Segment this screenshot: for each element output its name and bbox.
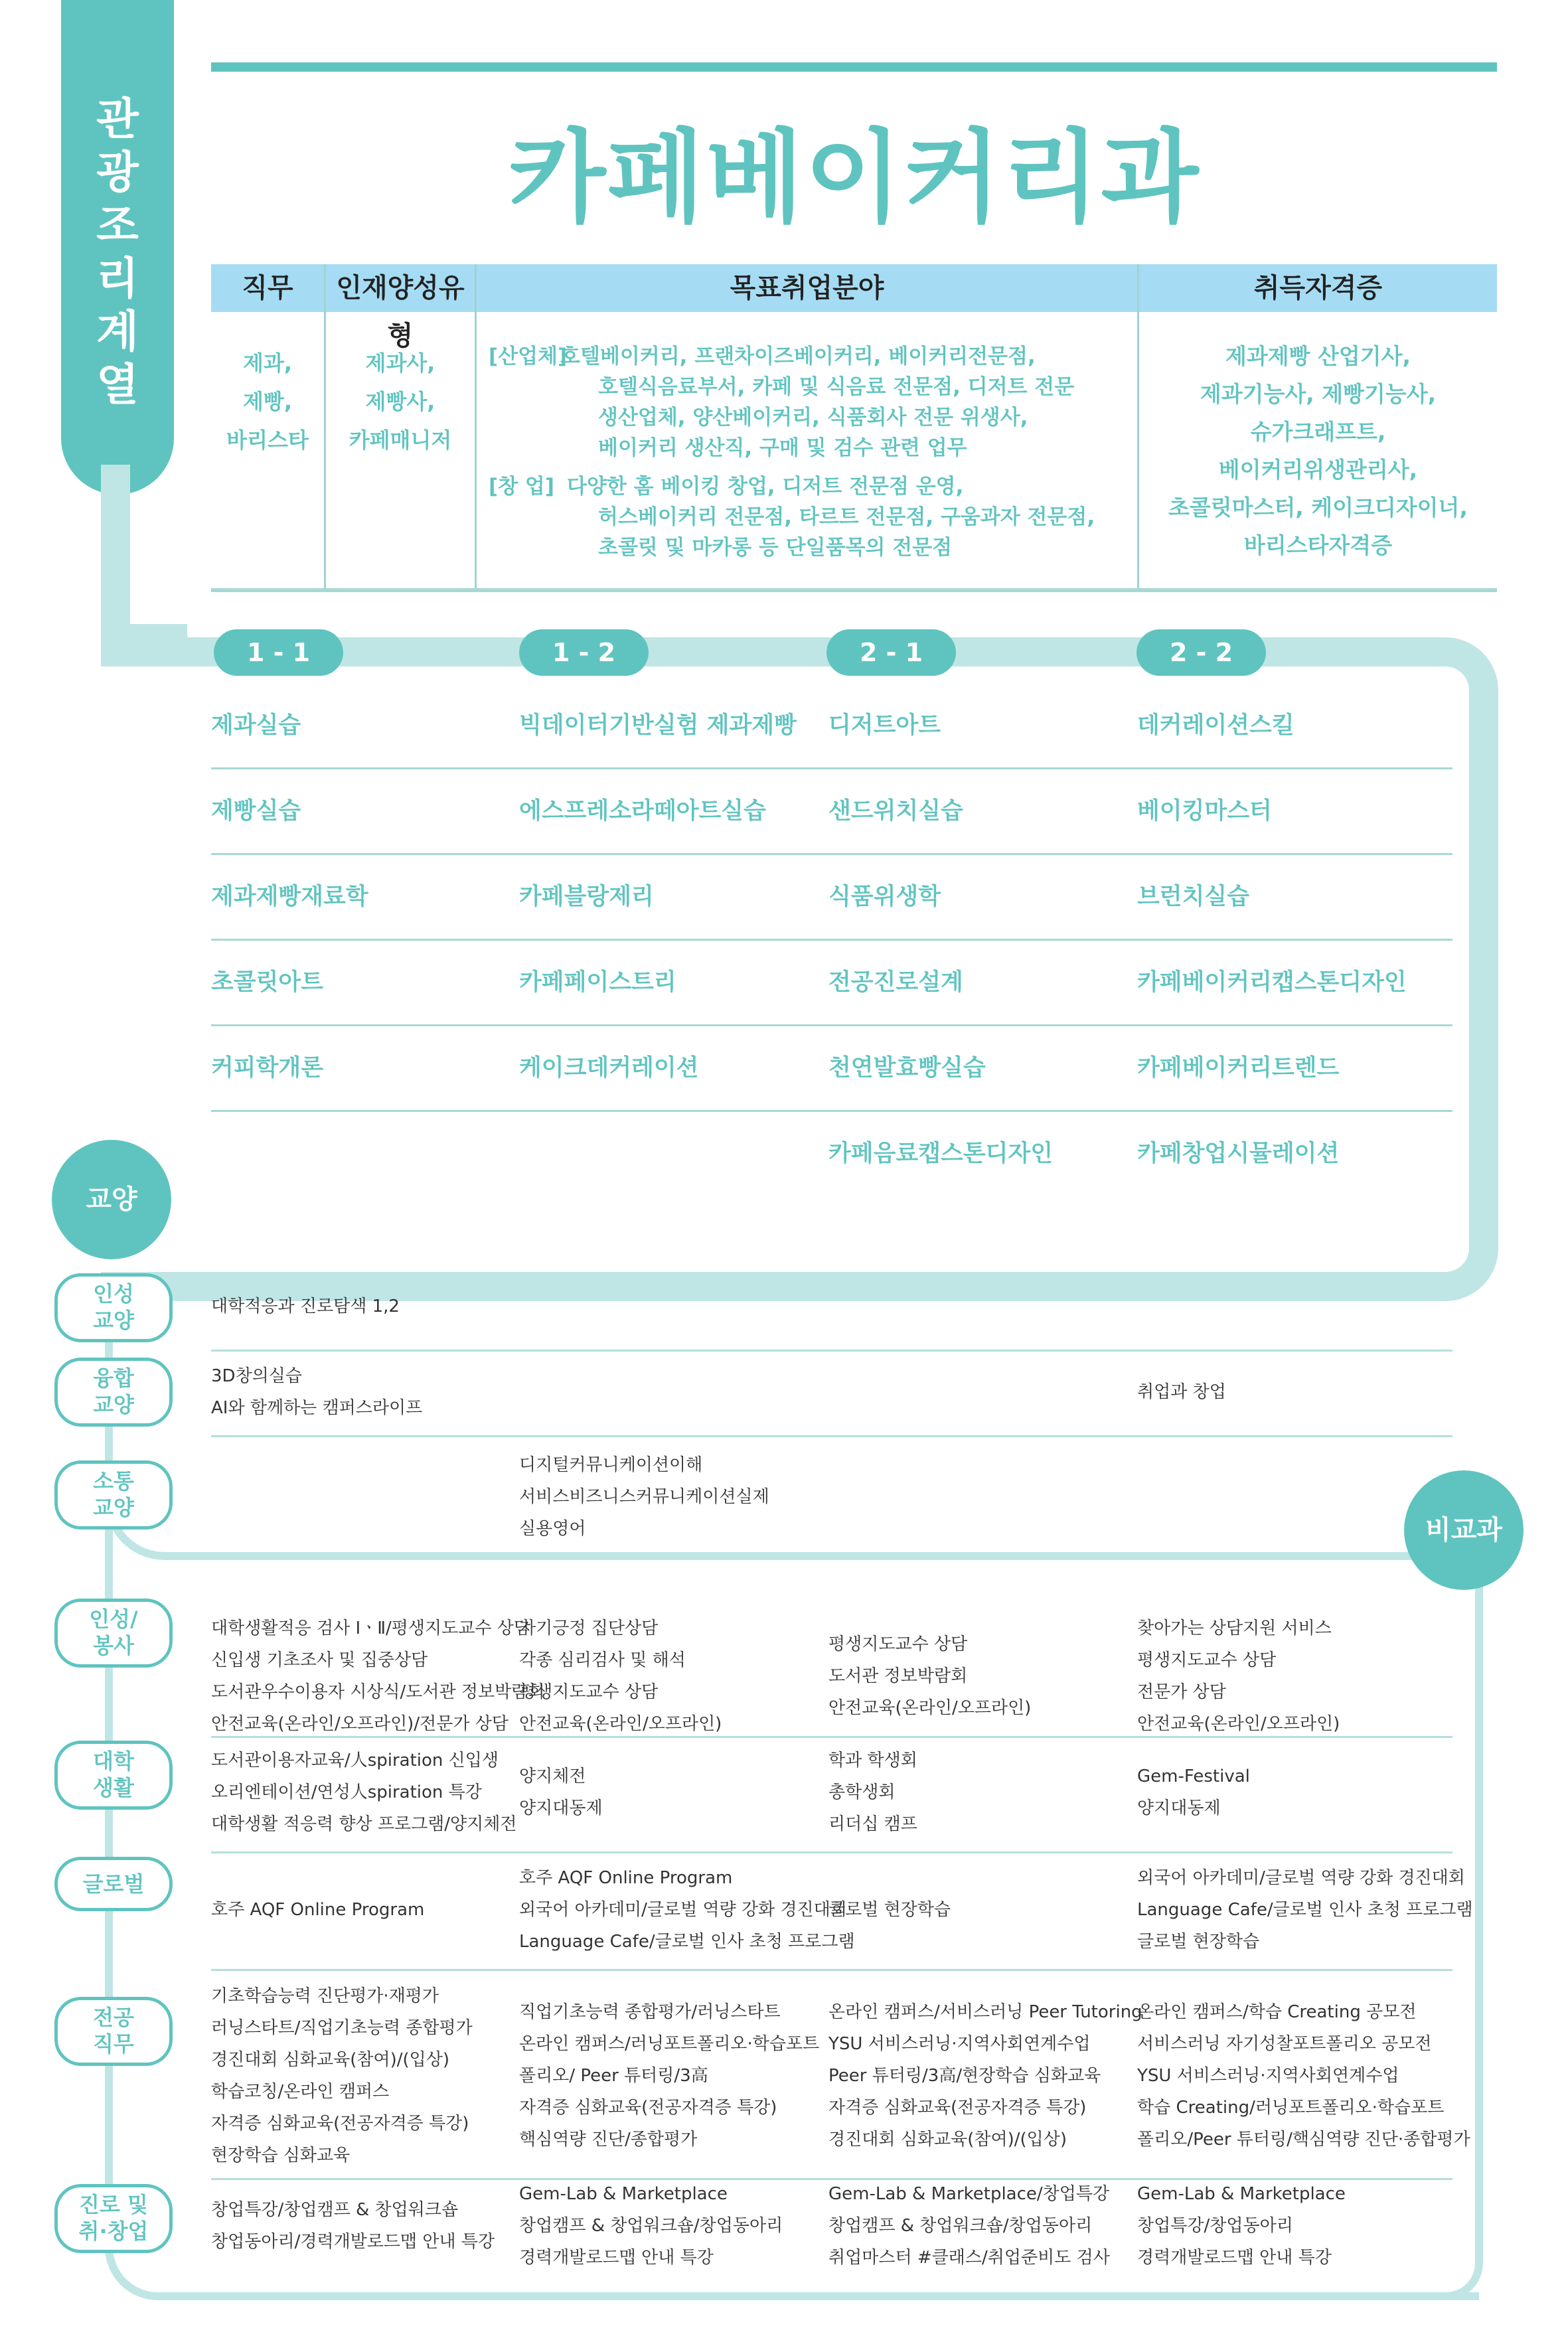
side-tab-char: 조 <box>96 200 139 251</box>
category-badge <box>54 1857 173 1911</box>
section-row-divider <box>211 1969 1452 1971</box>
curriculum-path <box>101 465 130 651</box>
startup-line: 초콜릿 및 마카롱 등 단일품목의 전문점 <box>598 536 953 560</box>
program-item: 경력개발로드맵 안내 특강 <box>1137 2248 1332 2268</box>
program-item: 창업동아리/경력개발로드맵 안내 특강 <box>211 2232 495 2252</box>
header-talent: 인재양성유형 <box>326 264 475 312</box>
program-item: Gem-Lab & Marketplace <box>519 2184 728 2204</box>
program-item: YSU 서비스러닝·지역사회연계수업 <box>1137 2066 1399 2086</box>
course-item: 샌드위치실습 <box>828 798 963 824</box>
table-divider <box>475 264 477 588</box>
program-item: Language Cafe/글로벌 인사 초청 프로그램 <box>519 1932 855 1952</box>
program-item: 평생지도교수 상담 <box>519 1682 659 1702</box>
category-badge-line: 대학 <box>93 1749 134 1774</box>
course-item: 케이크데커레이션 <box>519 1055 699 1081</box>
program-item: 학습 Creating/러닝포트폴리오·학습포트 <box>1137 2098 1445 2118</box>
program-item: 취업과 창업 <box>1137 1382 1226 1402</box>
program-item: 안전교육(온라인/오프라인) <box>828 1698 1032 1718</box>
program-item: 창업캠프 & 창업워크숍/창업동아리 <box>828 2216 1093 2236</box>
program-item: 외국어 아카데미/글로벌 역량 강화 경진대회 <box>519 1900 847 1920</box>
category-badge <box>54 1599 173 1668</box>
program-item: Gem-Festival <box>1137 1766 1250 1786</box>
program-item: Peer 튜터링/3高/현장학습 심화교육 <box>828 2066 1101 2086</box>
program-item: 각종 심리검사 및 해석 <box>519 1650 686 1670</box>
program-item: 대학적응과 진로탐색 1,2 <box>211 1296 400 1316</box>
course-item: 전공진로설계 <box>828 969 963 996</box>
program-item: 글로벌 현장학습 <box>1137 1932 1260 1952</box>
section-row-divider <box>211 1350 1452 1352</box>
startup-line: 다양한 홈 베이킹 창업, 디저트 전문점 운영, <box>567 475 964 499</box>
semester-pill: 2 - 1 <box>826 629 956 676</box>
top-rule <box>211 62 1497 72</box>
industry-label: [산업체] <box>489 345 568 368</box>
talent-list <box>326 344 475 459</box>
program-item: 찾아가는 상담지원 서비스 <box>1137 1618 1332 1638</box>
course-item: 제과제빵재료학 <box>211 884 368 910</box>
program-item: 도서관이용자교육/人spiration 신입생 <box>211 1751 499 1770</box>
category-badge <box>54 1997 173 2066</box>
section-row-divider <box>211 1736 1452 1738</box>
program-item: 전문가 상담 <box>1137 1682 1226 1702</box>
program-item: 대학생활 적응력 향상 프로그램/양지체전 <box>211 1814 517 1834</box>
course-item: 카페페이스트리 <box>519 969 676 996</box>
header-duty: 직무 <box>211 264 324 312</box>
category-badge-line: 교양 <box>93 1495 134 1520</box>
semester-pill: 1 - 1 <box>214 629 343 676</box>
cert-item: 제과기능사, 제빵기능사, <box>1200 381 1437 407</box>
course-item: 천연발효빵실습 <box>828 1055 986 1081</box>
industry-line: 호텔식음료부서, 카페 및 식음료 전문점, 디저트 전문 <box>598 375 1075 399</box>
side-tab-char: 계 <box>96 306 139 357</box>
course-row-divider <box>211 939 1452 941</box>
course-row-divider <box>211 853 1452 855</box>
program-item: 경진대회 심화교육(참여)/(입상) <box>211 2050 449 2070</box>
category-badge-line: 생활 <box>93 1775 134 1800</box>
job-info-table <box>211 264 1497 592</box>
program-item: 3D창의실습 <box>211 1366 303 1386</box>
program-item: 자기긍정 집단상담 <box>519 1618 659 1638</box>
course-item: 베이킹마스터 <box>1137 798 1272 824</box>
program-item: 호주 AQF Online Program <box>519 1868 733 1888</box>
section-row-divider <box>211 1851 1452 1853</box>
category-badge <box>54 1460 173 1529</box>
course-item: 초콜릿아트 <box>211 969 324 996</box>
program-item: 호주 AQF Online Program <box>211 1900 425 1920</box>
program-item: 서비스러닝 자기성찰포트폴리오 공모전 <box>1137 2034 1432 2054</box>
course-item: 카페베이커리캡스톤디자인 <box>1137 969 1407 996</box>
course-item: 커피학개론 <box>211 1055 324 1081</box>
program-item: 양지대동제 <box>1137 1798 1221 1818</box>
duty-item: 제빵, <box>243 389 292 414</box>
program-item: 학습코칭/온라인 캠퍼스 <box>211 2082 390 2102</box>
category-badge-line: 전공 <box>93 2005 134 2030</box>
course-item: 카페창업시뮬레이션 <box>1137 1140 1340 1167</box>
program-item: 경력개발로드맵 안내 특강 <box>519 2248 714 2268</box>
program-item: 온라인 캠퍼스/러닝포트폴리오·학습포트 <box>519 2034 820 2054</box>
duty-list <box>211 344 324 459</box>
industry-line: 생산업체, 양산베이커리, 식품회사 전문 위생사, <box>598 406 1028 430</box>
section-row-divider <box>211 1435 1452 1437</box>
semester-pill: 1 - 2 <box>519 629 649 676</box>
program-item: 대학생활적응 검사 ⅠㆍⅡ/평생지도교수 상담 <box>211 1618 530 1638</box>
side-tab-char: 관 <box>96 94 139 145</box>
program-item: 글로벌 현장학습 <box>828 1900 951 1920</box>
program-item: 실용영어 <box>519 1519 586 1539</box>
category-badge-line: 인성/ <box>89 1607 138 1632</box>
gyoyang-circle: 교양 <box>52 1140 171 1259</box>
program-item: AI와 함께하는 캠퍼스라이프 <box>211 1398 423 1418</box>
category-badge <box>54 1273 173 1342</box>
program-item: 도서관우수이용자 시상식/도서관 정보박람회 <box>211 1682 545 1702</box>
category-badge-line: 글로벌 <box>82 1871 145 1897</box>
program-item: 창업특강/창업동아리 <box>1137 2216 1293 2236</box>
side-tab-char: 열 <box>96 359 139 410</box>
cert-item: 바리스타자격증 <box>1243 532 1393 558</box>
course-item: 카페블랑제리 <box>519 884 654 910</box>
program-item: 안전교육(온라인/오프라인) <box>1137 1714 1340 1734</box>
gyoyang-path-curve <box>105 1494 1452 1560</box>
startup-line: 허스베이커리 전문점, 타르트 전문점, 구움과자 전문점, <box>598 505 1095 529</box>
cert-item: 슈가크래프트, <box>1250 419 1386 445</box>
industry-line: 호텔베이커리, 프랜차이즈베이커리, 베이커리전문점, <box>560 345 1036 368</box>
course-item: 브런치실습 <box>1137 884 1250 910</box>
program-item: Language Cafe/글로벌 인사 초청 프로그램 <box>1137 1900 1473 1920</box>
program-item: 리더십 캠프 <box>828 1814 917 1834</box>
program-item: Gem-Lab & Marketplace/창업특강 <box>828 2184 1110 2204</box>
program-item: 온라인 캠퍼스/서비스러닝 Peer Tutoring <box>828 2002 1142 2022</box>
course-item: 카페음료캡스톤디자인 <box>828 1140 1054 1167</box>
program-item: 현장학습 심화교육 <box>211 2146 351 2165</box>
program-item: 양지체전 <box>519 1766 586 1786</box>
program-item: 폴리오/ Peer 튜터링/3高 <box>519 2066 708 2086</box>
program-item: 오리엔테이션/연성人spiration 특강 <box>211 1782 482 1802</box>
semester-pill: 2 - 2 <box>1137 629 1266 676</box>
duty-item: 바리스타 <box>226 428 309 453</box>
program-item: 디지털커뮤니케이션이해 <box>519 1455 703 1475</box>
program-item: 안전교육(온라인/오프라인)/전문가 상담 <box>211 1714 509 1734</box>
program-item: 안전교육(온라인/오프라인) <box>519 1714 722 1734</box>
program-item: 창업특강/창업캠프 & 창업워크숍 <box>211 2200 459 2220</box>
program-item: 직업기초능력 종합평가/러닝스타트 <box>519 2002 781 2022</box>
course-item: 빅데이터기반실험 제과제빵 <box>519 712 797 739</box>
course-row-divider <box>211 767 1452 769</box>
course-item: 데커레이션스킬 <box>1137 712 1294 739</box>
program-item: 기초학습능력 진단평가·재평가 <box>211 1986 439 2006</box>
bigyogwa-circle: 비교과 <box>1404 1470 1524 1590</box>
program-item: YSU 서비스러닝·지역사회연계수업 <box>828 2034 1091 2054</box>
program-item: 창업캠프 & 창업워크숍/창업동아리 <box>519 2216 783 2236</box>
category-badge-line: 직무 <box>93 2031 134 2057</box>
program-item: 평생지도교수 상담 <box>828 1634 968 1654</box>
program-item: 폴리오/Peer 튜터링/핵심역량 진단·종합평가 <box>1137 2130 1470 2150</box>
program-item: 러닝스타트/직업기초능력 종합평가 <box>211 2018 473 2038</box>
department-side-tab-label <box>61 93 174 412</box>
startup-label: [창 업] <box>489 475 555 499</box>
category-badge-line: 교양 <box>93 1392 134 1417</box>
program-item: 자격증 심화교육(전공자격증 특강) <box>828 2098 1087 2118</box>
category-badge-line: 융합 <box>93 1366 134 1391</box>
program-item: 평생지도교수 상담 <box>1137 1650 1277 1670</box>
program-item: 도서관 정보박람회 <box>828 1666 968 1686</box>
cert-item: 초콜릿마스터, 케이크디자이너, <box>1168 495 1468 520</box>
header-target: 목표취업분야 <box>477 264 1137 312</box>
category-badge <box>54 2184 173 2253</box>
course-item: 디저트아트 <box>828 712 941 739</box>
category-badge-line: 진로 및 <box>79 2192 148 2217</box>
program-item: 자격증 심화교육(전공자격증 특강) <box>211 2114 469 2134</box>
category-badge-line: 교양 <box>93 1308 134 1333</box>
talent-item: 카페매니저 <box>349 428 452 453</box>
duty-item: 제과, <box>243 351 292 376</box>
category-badge-line: 봉사 <box>93 1633 134 1658</box>
category-badge-line: 인성 <box>93 1281 134 1306</box>
course-item: 제빵실습 <box>211 798 301 824</box>
cert-item: 제과제빵 산업기사, <box>1225 343 1411 369</box>
program-item: 온라인 캠퍼스/학습 Creating 공모전 <box>1137 2002 1417 2022</box>
talent-item: 제과사, <box>365 351 435 376</box>
program-item: Gem-Lab & Marketplace <box>1137 2184 1346 2204</box>
course-row-divider <box>211 1110 1452 1112</box>
course-item: 식품위생학 <box>828 884 941 910</box>
program-item: 핵심역량 진단/종합평가 <box>519 2130 698 2150</box>
category-badge-line: 취·창업 <box>78 2219 149 2244</box>
course-row-divider <box>211 1024 1452 1026</box>
program-item: 양지대동제 <box>519 1798 603 1818</box>
category-badge <box>54 1358 173 1427</box>
page-title: 카페베이커리과 <box>508 119 1200 236</box>
category-badge <box>54 1741 173 1810</box>
course-item: 에스프레소라떼아트실습 <box>519 798 766 824</box>
program-item: 자격증 심화교육(전공자격증 특강) <box>519 2098 777 2118</box>
industry-line: 베이커리 생산직, 구매 및 검수 관련 업무 <box>598 436 967 460</box>
cert-list <box>1139 337 1497 564</box>
cert-item: 베이커리위생관리사, <box>1218 457 1418 483</box>
program-item: 경진대회 심화교육(참여)/(입상) <box>828 2130 1067 2150</box>
side-tab-char: 광 <box>96 147 139 198</box>
talent-item: 제빵사, <box>365 389 435 414</box>
course-item: 제과실습 <box>211 712 301 739</box>
header-certs: 취득자격증 <box>1139 264 1497 312</box>
program-item: 외국어 아카데미/글로벌 역량 강화 경진대회 <box>1137 1868 1465 1888</box>
program-item: 취업마스터 #클래스/취업준비도 검사 <box>828 2248 1110 2268</box>
side-tab-char: 리 <box>96 253 139 304</box>
course-item: 카페베이커리트렌드 <box>1137 1055 1340 1081</box>
program-item: 서비스비즈니스커뮤니케이션실제 <box>519 1487 769 1507</box>
program-item: 학과 학생회 <box>828 1751 917 1770</box>
program-item: 신입생 기초조사 및 집중상담 <box>211 1650 428 1670</box>
program-item: 총학생회 <box>828 1782 896 1802</box>
category-badge-line: 소통 <box>93 1468 134 1494</box>
